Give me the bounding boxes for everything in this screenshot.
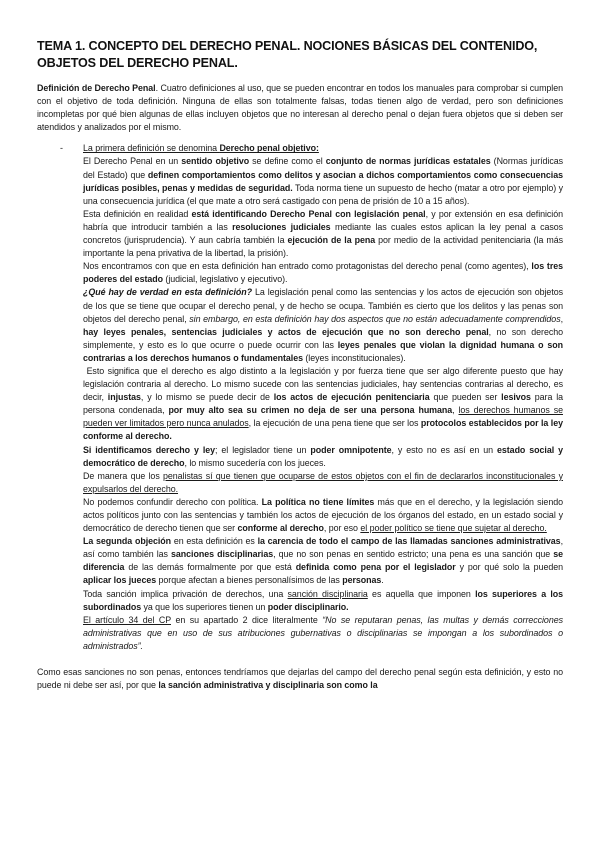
body-paragraph: El artículo 34 del CP en su apartado 2 dice literalmente “No se reputaran penas, las multas y demás correcciones administrativas que en uso de sus atribuciones gubernativas o disciplinarias se impongan a los subordinados o administrados”. [83, 614, 563, 651]
body-paragraph: El Derecho Penal en un sentido objetivo se define como el conjunto de normas jurídicas estatales (Normas jurídicas del Estado) que definen comportamientos como delitos y asocian a dichos comportamientos como consecuencias jurídicas posibles, penas y medidas de seguridad. Toda norma tiene un supuesto de hecho (matar a otro por ejemplo) y una consecuencia jurídica (el que mate a otro será castigado con pena de prisión de 10 a 15 años). [83, 156, 563, 206]
list-dash: - [60, 143, 63, 154]
body-paragraph: La segunda objeción en esta definición es la carencia de todo el campo de las llamadas sanciones administrativas, así como también las sanciones disciplinarias, que no son penas en sentido estricto; una pena es una sanción que se diferencia de las demás formalmente por que está definida como pena por el legislador y por qué solo la pueden aplicar los jueces porque afectan a bienes personalísimos de las personas. [83, 536, 563, 586]
paragraph-spacer [37, 653, 563, 666]
body-paragraph: Esta definición en realidad está identificando Derecho Penal con legislación penal, y por extensión en esa definición habría que introducir también a las resoluciones judiciales mediante las cuales estos aplican la ley penal a casos concretos (jurisprudencia). Y aun cabría también la ejecución de la pena por medio de la actividad penitenciaria (la más importante la pena privativa de la libertad, la prisión). [83, 208, 564, 259]
body-paragraph: Esto significa que el derecho es algo distinto a la legislación y por fuerza tiene que ser algo diferente puesto que hay legislación contraria al derecho. Lo mismo sucede con las sentencias judiciales, hay sentencias contrarias al derecho, es decir, injustas, y lo mismo se puede decir de los actos de ejecución penitenciaria que pueden ser lesivos para la persona condenada, por muy alto sea su crimen no deja de ser una persona humana, los derechos humanos se pueden ver limitados pero nunca anulados, la ejecución de una pena tiene que ser los protocolos establecidos por la ley conforme al derecho. [83, 365, 564, 442]
closing-paragraph: Como esas sanciones no son penas, entonces tendríamos que dejarlas del campo del derecho penal según esta definición, y esto no puede ni debe ser así, por que la sanción administrativa y disciplinaria son como la [37, 667, 563, 691]
body-paragraph: ¿Qué hay de verdad en esta definición? La legislación penal como las sentencias y los actos de ejecución son objetos de los que se tiene que ocupar el derecho penal, y de hecho se ocupa. También es cierto que los delitos y las penas son objetos del derecho penal, sin embargo, en esta definición hay dos aspectos que no están adecuadamente comprendidos, hay leyes penales, sentencias judiciales y actos de ejecución que no son derecho penal, no son derecho simplemente, y esto es lo que ocurre o puede ocurrir con las leyes penales que violan la dignidad humana o son contrarias a los derechos humanos o fundamentales (leyes inconstitucionales). [83, 287, 564, 363]
document-title: TEMA 1. CONCEPTO DEL DERECHO PENAL. NOCIONES BÁSICAS DEL CONTENIDO, OBJETOS DEL DERECHO PENAL. [37, 39, 538, 70]
definition-list-item [37, 142, 563, 653]
body-paragraph: Si identificamos derecho y ley; el legislador tiene un poder omnipotente, y esto no es así en un estado social y democrático de derecho, lo mismo sucedería con los jueces. [83, 444, 564, 468]
document-page [37, 38, 563, 692]
list-item-heading: La primera definición se denomina Derecho penal objetivo: [83, 143, 319, 154]
body-paragraph: De manera que los penalistas sí que tienen que ocuparse de estos objetos con el fin de declararlos inconstitucionales y expulsarlos del derecho. [83, 470, 563, 494]
body-paragraph: No podemos confundir derecho con política. La política no tiene límites más que en el derecho, y la legislación siendo actos políticos junto con las sentencias y también los actos de ejecución de los órganos del estado, en un estado social y democrático de derecho tienen que ser conforme al derecho, por eso el poder político se tiene que sujetar al derecho. [83, 496, 563, 534]
intro-paragraph: Definición de Derecho Penal. Cuatro definiciones al uso, que se pueden encontrar en todos los manuales para comprobar si cumplen con el objetivo de toda definición. Ninguna de ellas son totalmente falsas, todas tienen algo de verdad, pero son definiciones incompletas por qué bien algunas de ellas incluyen objetos que no interesan al derecho penal o dejan fuera objetos que si deben ser atendidos y analizados por el mismo. [37, 83, 563, 133]
body-paragraph: Nos encontramos con que en esta definición han entrado como protagonistas del derecho penal (como agentes), los tres poderes del estado (judicial, legislativo y ejecutivo). [83, 261, 564, 285]
body-paragraph: Toda sanción implica privación de derechos, una sanción disciplinaria es aquella que imponen los superiores a los subordinados ya que los superiores tienen un poder disciplinario. [83, 588, 564, 612]
